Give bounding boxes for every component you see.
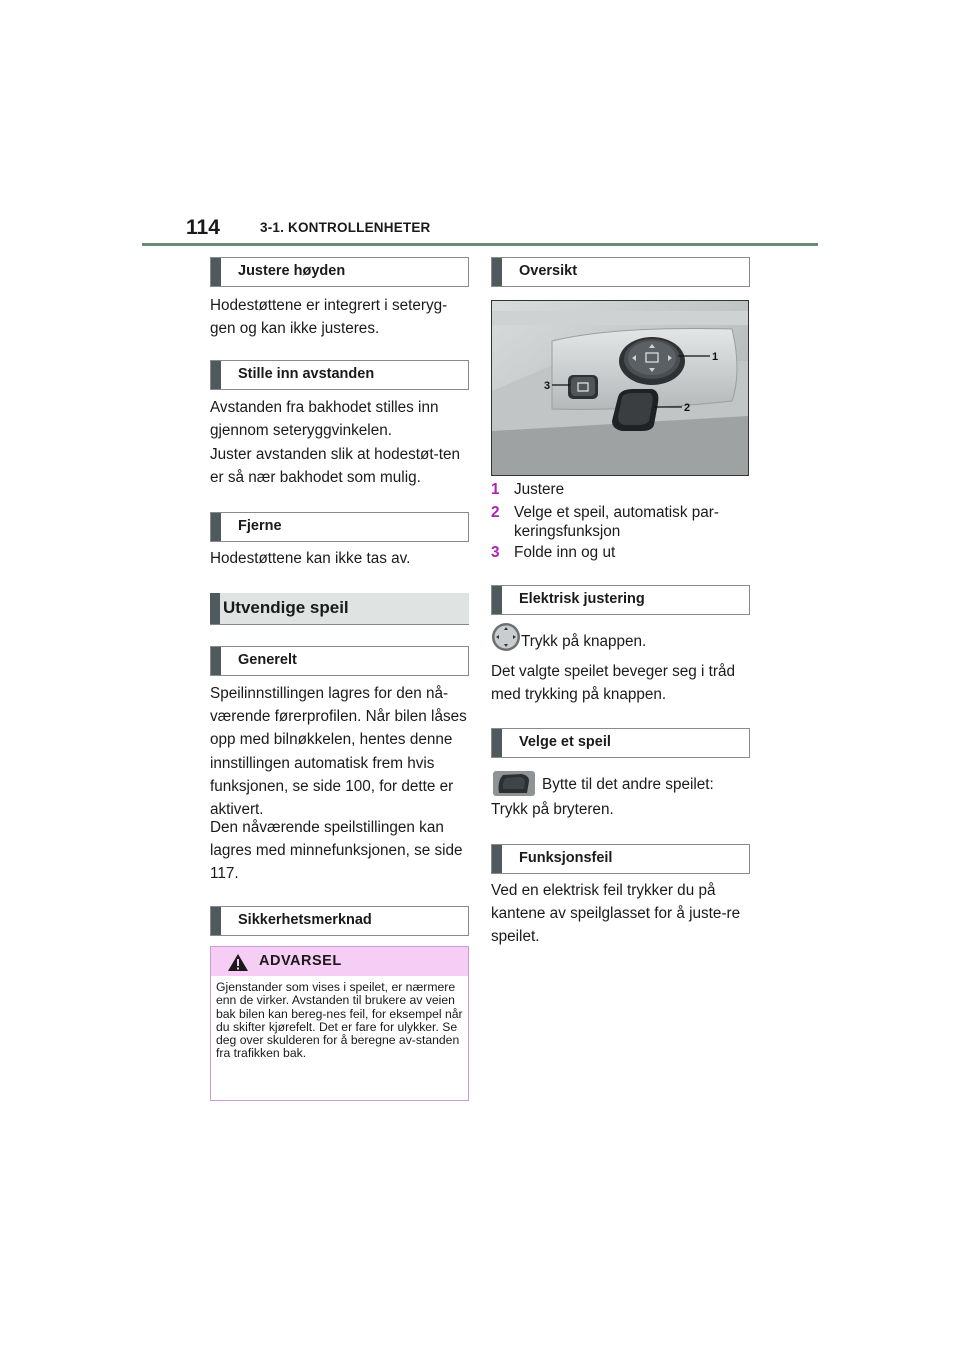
- paragraph-generelt-2: Den nåværende speilstillingen kan lagres med minnefunksjonen, se side 117.: [210, 819, 463, 883]
- chapter-title: 3-1. KONTROLLENHETER: [260, 220, 431, 235]
- heading-stille-inn-avstanden: [210, 360, 469, 390]
- legend-item-2: [491, 503, 749, 541]
- heading-label: Fjerne: [238, 518, 282, 534]
- legend-text: Folde inn og ut: [514, 544, 616, 561]
- heading-label: Justere høyden: [238, 263, 346, 279]
- heading-label: Generelt: [238, 652, 297, 668]
- header-rule: [142, 243, 818, 246]
- mirror-controls-figure: [491, 300, 749, 476]
- heading-label: Velge et speil: [519, 734, 611, 750]
- legend-item-3: [491, 543, 749, 562]
- mirror-controls-illustration: [492, 301, 748, 475]
- heading-label: Stille inn avstanden: [238, 366, 375, 382]
- legend-number: 3: [491, 544, 500, 561]
- heading-generelt: [210, 646, 469, 676]
- legend-item-1: [491, 480, 749, 499]
- paragraph-elektrisk-2: Det valgte speilet beveger seg i tråd med trykking på knappen.: [491, 663, 736, 703]
- heading-fjerne: [210, 512, 469, 542]
- mirror-adjust-button-icon: [491, 622, 521, 652]
- figure-callout-1: 1: [712, 351, 719, 363]
- warning-triangle-icon: [227, 953, 249, 972]
- paragraph-stille-inn-2: Juster avstanden slik at hodestøt-ten er så nær bakhodet som mulig.: [210, 446, 460, 486]
- heading-label: Elektrisk justering: [519, 591, 645, 607]
- paragraph-funksjonsfeil: Ved en elektrisk feil trykker du på kantene av speilglasset for å juste-re speilet.: [491, 882, 741, 946]
- figure-callout-3: 3: [544, 380, 551, 392]
- figure-callout-2: 2: [684, 402, 691, 414]
- legend-text: Velge et speil, automatisk par-keringsfunksjon: [514, 504, 719, 540]
- heading-velge-et-speil: [491, 728, 750, 758]
- paragraph-velge-2: Trykk på bryteren.: [491, 801, 614, 818]
- warning-body: Gjenstander som vises i speilet, er nærmere enn de virker. Avstanden til brukere av veien bak bilen kan bereg-nes feil, for eksempel når du skifter kjørefelt. Det er fare for ulykker. Se deg over skulderen for å beregne av-standen fra trafikken bak.: [216, 980, 463, 1061]
- heading-label: Oversikt: [519, 263, 578, 279]
- mirror-select-switch-icon: [491, 769, 537, 798]
- warning-title: ADVARSEL: [259, 953, 342, 969]
- page-number: 114: [186, 216, 220, 239]
- heading-funksjonsfeil: [491, 844, 750, 874]
- heading-justere-hoyden: [210, 257, 469, 287]
- heading-label: Funksjonsfeil: [519, 850, 613, 866]
- heading-sikkerhetsmerknad: [210, 906, 469, 936]
- paragraph-stille-inn-1: Avstanden fra bakhodet stilles inn gjennom seteryggvinkelen.: [210, 399, 439, 439]
- legend-text: Justere: [514, 481, 565, 498]
- heading-oversikt: [491, 257, 750, 287]
- paragraph-velge-1: Bytte til det andre speilet:: [542, 776, 714, 793]
- section-heading-utvendige-speil: [210, 593, 469, 625]
- legend-number: 1: [491, 481, 500, 498]
- legend-number: 2: [491, 504, 500, 521]
- paragraph-justere-hoyden: Hodestøttene er integrert i seteryg-gen og kan ikke justeres.: [210, 297, 448, 337]
- warning-box: [210, 946, 469, 1101]
- heading-label: Sikkerhetsmerknad: [238, 912, 372, 928]
- section-heading-label: Utvendige speil: [223, 598, 349, 617]
- heading-elektrisk-justering: [491, 585, 750, 615]
- paragraph-elektrisk-1: Trykk på knappen.: [521, 633, 647, 650]
- paragraph-fjerne: Hodestøttene kan ikke tas av.: [210, 550, 411, 567]
- paragraph-generelt-1: Speilinnstillingen lagres for den nå-værende førerprofilen. Når bilen låses opp med bilnøkkelen, hentes denne innstillingen automatisk frem hvis funksjonen, se side 100, for dette er aktivert.: [210, 685, 467, 819]
